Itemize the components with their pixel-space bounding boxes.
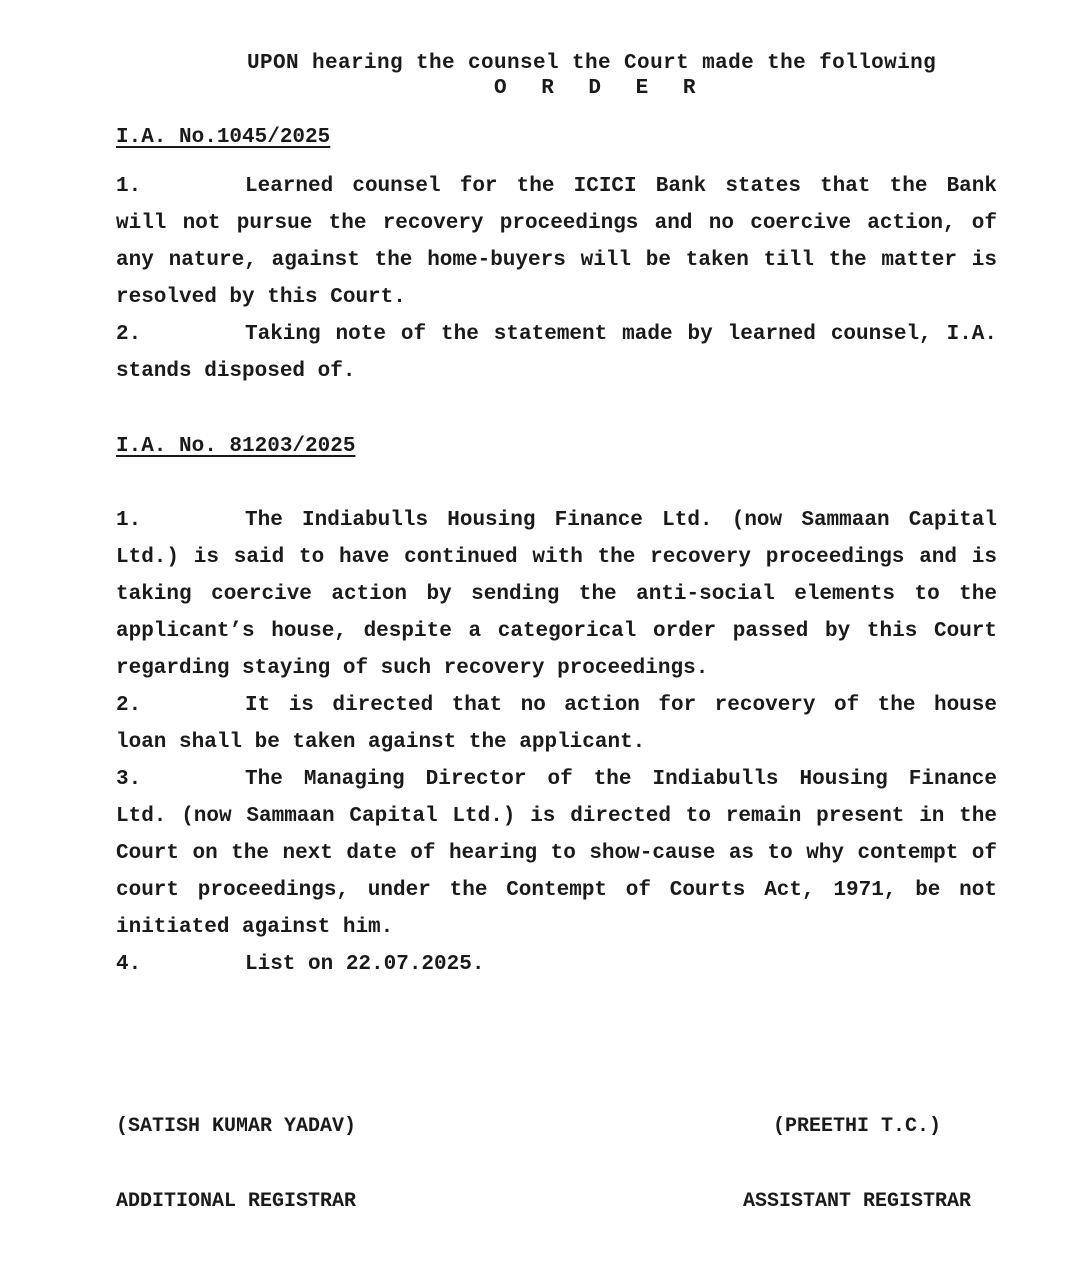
paragraph-number: 4.	[116, 953, 142, 976]
paragraph-text: Taking note of the statement made by learned counsel, I.A. stands disposed of.	[116, 323, 997, 383]
paragraph-text: It is directed that no action for recovery of the house loan shall be taken against the applicant.	[116, 694, 997, 754]
signatory-name: (SATISH KUMAR YADAV)	[116, 1115, 357, 1138]
signature-block-right	[743, 1064, 971, 1264]
paragraph	[116, 946, 997, 983]
paragraph	[116, 761, 997, 946]
signatory-designation: ASSISTANT REGISTRAR	[743, 1190, 972, 1213]
paragraph-number: 2.	[116, 323, 142, 346]
paragraph-number: 1.	[116, 509, 142, 532]
section-heading: I.A. No.1045/2025	[116, 126, 331, 149]
preamble: UPON hearing the counsel the Court made the following	[247, 52, 937, 75]
section-heading: I.A. No. 81203/2025	[116, 435, 356, 458]
paragraph	[116, 168, 997, 316]
paragraph-number: 1.	[116, 175, 142, 198]
signatory-designation: ADDITIONAL REGISTRAR	[116, 1190, 357, 1213]
signatory-name: (PREETHI T.C.)	[773, 1115, 942, 1138]
paragraph	[116, 502, 997, 687]
paragraph-text: The Indiabulls Housing Finance Ltd. (now Sammaan Capital Ltd.) is said to have continued with the recovery proceedings and is taking coercive action by sending the anti-social elements to the applicant’s house, despite a categorical order passed by this Court regarding staying of such recovery proceedings.	[116, 509, 997, 680]
paragraph-number: 3.	[116, 768, 142, 791]
signature-block-left	[116, 1064, 356, 1264]
paragraph-text: List on 22.07.2025.	[245, 953, 485, 976]
paragraph-text: Learned counsel for the ICICI Bank states that the Bank will not pursue the recovery proceedings and no coercive action, of any nature, against the home-buyers will be taken till the matter is resolved by this Court.	[116, 175, 997, 309]
paragraph	[116, 316, 997, 390]
order-title: O R D E R	[494, 77, 707, 100]
paragraph	[116, 687, 997, 761]
paragraph-number: 2.	[116, 694, 142, 717]
paragraph-text: The Managing Director of the Indiabulls Housing Finance Ltd. (now Sammaan Capital Ltd.) is directed to remain present in the Court on the next date of hearing to show-cause as to why contempt of court proceedings, under the Contempt of Courts Act, 1971, be not initiated against him.	[116, 768, 997, 939]
